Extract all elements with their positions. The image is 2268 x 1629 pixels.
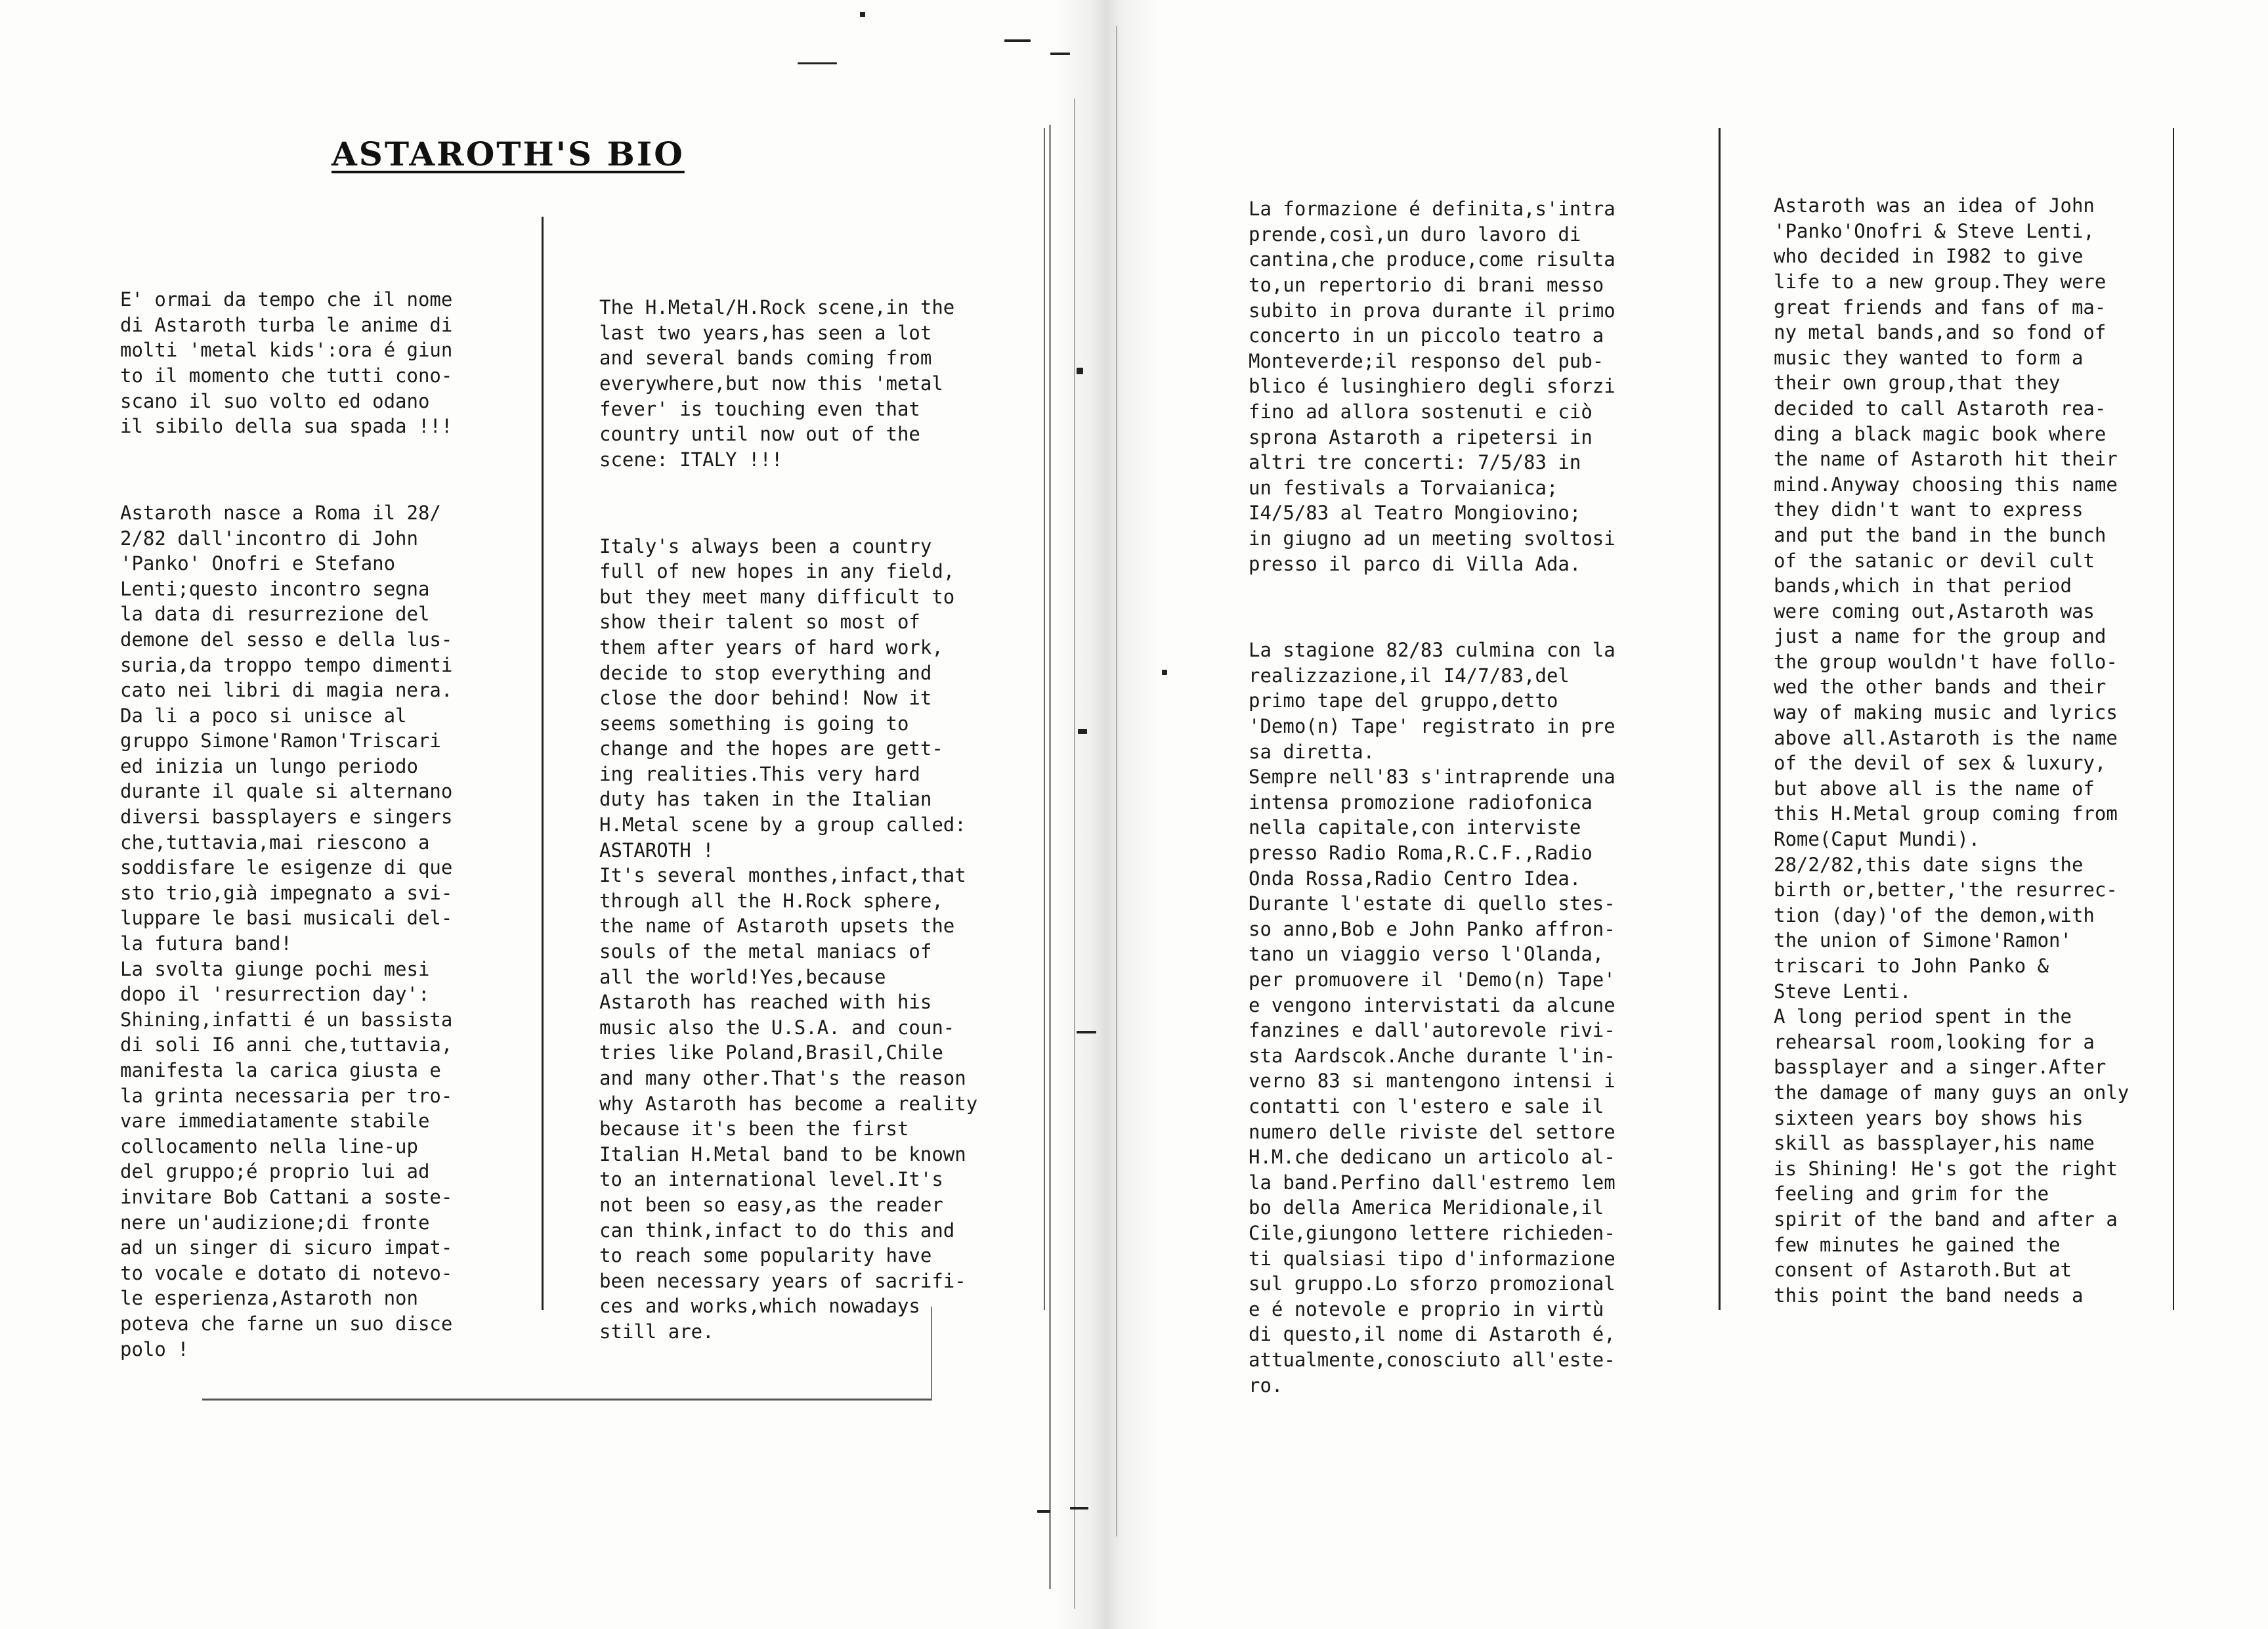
english-bio-continued-column <box>1774 142 2129 1370</box>
scan-speck <box>1077 368 1083 374</box>
scan-speck <box>1077 1031 1096 1033</box>
paragraph: La stagione 82/83 culmina con la realizzazione,il I4/7/83,del primo tape del gruppo,detto 'Demo(n) Tape' registrato in pre sa diretta. Sempre nell'83 s'intraprende una intensa promozione radiofonica nella capitale,con interviste presso Radio Roma,R.C.F.,Radio Onda Rossa,Radio Centro Idea. Durante l'estate di quello stes- so anno,Bob e John Panko affron- tano un viaggio verso l'Olanda, per promuovere il 'Demo(n) Tape' e vengono intervistati da alcune fanzines e dall'autorevole rivi- sta Aardscok.Anche durante l'in- verno 83 si mantengono intensi i contatti con l'estero e sale il numero delle riviste del settore H.M.che dedicano un articolo al- la band.Perfino dall'estremo lem bo della America Meridionale,il Cile,giungono lettere richieden- ti qualsiasi tipo d'informazione sul gruppo.Lo sforzo promozional e é notevole e proprio in virtù di questo,il nome di Astaroth é, attualmente,conosciuto all'este- ro. <box>1249 639 1615 1397</box>
column-divider <box>2173 128 2174 1310</box>
paragraph: Astaroth was an idea of John 'Panko'Onofri & Steve Lenti, who decided in I982 to give life to a new group.They were great friends and fans of ma- ny metal bands,and so fond of music they wanted to form a their own group,that they decided to call Astaroth rea- ding a black magic book where the name of Astaroth hit their mind.Anyway choosing this name they didn't want to express and put the band in the bunch of the satanic or devil cult bands,which in that period were coming out,Astaroth was just a name for the group and the group wouldn't have follo- wed the other bands and their way of making music and lyrics above all.Astaroth is the name of the devil of sex & luxury, but above all is the name of this H.Metal group coming from Rome(Caput Mundi). 28/2/82,this date signs the birth or,better,'the resurrec- tion (day)'of the demon,with the union of Simone'Ramon' triscari to John Panko & Steve Lenti. A long period spent in the rehearsal room,looking for a bassplayer and a singer.After the damage of many guys an only sixteen years boy shows his skill as bassplayer,his name is Shining! He's got the right feeling and grim for the spirit of the band and after a few minutes he gained the consent of Astaroth.But at this point the band needs a <box>1774 194 2129 1307</box>
page-fold-shadow <box>1054 0 1159 1629</box>
paragraph: La formazione é definita,s'intra prende,così,un duro lavoro di cantina,che produce,come risulta to,un repertorio di brani messo subito in prova durante il primo concerto in un piccolo teatro a Monteverde;il responso del pub- blico é lusinghiero degli sforzi fino ad allora sostenuti e ciò sprona Astaroth a ripetersi in altri tre concerti: 7/5/83 in un festivals a Torvaianica; I4/5/83 al Teatro Mongiovino; in giugno ad un meeting svoltosi presso il parco di Villa Ada. <box>1249 198 1615 575</box>
paragraph: Astaroth nasce a Roma il 28/ 2/82 dall'incontro di John 'Panko' Onofri e Stefano Lenti;questo incontro segna la data di resurrezione del demone del sesso e della lus- suria,da troppo tempo dimenti cato nei libri di magia nera. Da li a poco si unisce al gruppo Simone'Ramon'Triscari ed inizia un lungo periodo durante il quale si alternano diversi bassplayers e singers che,tuttavia,mai riescono a soddisfare le esigenze di que sto trio,già impegnato a svi- luppare le basi musicali del- la futura band! La svolta giunge pochi mesi dopo il 'resurrection day': Shining,infatti é un bassista di soli I6 anni che,tuttavia, manifesta la carica giusta e la grinta necessaria per tro- vare immediatamente stabile collocamento nella line-up del gruppo;é proprio lui ad invitare Bob Cattani a soste- nere un'audizione;di fronte ad un singer di sicuro impat- to vocale e dotato di notevo- le esperienza,Astaroth non poteva che farne un suo disce polo ! <box>120 501 453 1360</box>
paragraph: The H.Metal/H.Rock scene,in the last two years,has seen a lot and several bands coming from everywhere,but now this 'metal fever' is touching even that country until now out of the scene: ITALY !!! <box>599 296 955 471</box>
scan-speck <box>1162 670 1167 675</box>
scan-speck <box>1050 53 1070 55</box>
fold-crease <box>1116 26 1117 1536</box>
scan-speck <box>798 62 837 64</box>
column-divider <box>1044 128 1045 1310</box>
fold-crease <box>1049 125 1051 1589</box>
paragraph: E' ormai da tempo che il nome di Astaroth turba le anime di molti 'metal kids':ora é giun to il momento che tutti cono- scano il suo volto ed odano il sibilo della sua spada !!! <box>120 288 453 438</box>
paragraph: Italy's always been a country full of new hopes in any field, but they meet many difficult to show their talent so most of them after years of hard work, decide to stop everything and close the door behind! Now it seems something is going to change and the hopes are gett- ing realities.This very hard duty has taken in the Italian H.Metal scene by a group called: ASTAROTH ! It's several monthes,infact,that through all the H.Rock sphere, the name of Astaroth upsets the souls of the metal maniacs of all the world!Yes,because Astaroth has reached with his music also the U.S.A. and coun- tries like Poland,Brasil,Chile and many other.That's the reason why Astaroth has become a reality because it's been the first Italian H.Metal band to be known to an international level.It's not been so easy,as the reader can think,infact to do this and to reach some popularity have been necessary years of sacrifi- ces and works,which nowadays still are. <box>599 534 978 1343</box>
english-bio-column <box>599 244 977 1406</box>
italian-bio-column <box>120 236 452 1423</box>
column-divider <box>1719 128 1721 1310</box>
page-title: ASTAROTH'S BIO <box>332 135 685 173</box>
column-divider <box>542 217 544 1310</box>
scan-speck <box>860 12 865 17</box>
scan-speck <box>1037 1510 1050 1513</box>
scan-speck <box>1070 1507 1088 1510</box>
scan-speck <box>1004 39 1031 42</box>
italian-bio-continued-column <box>1249 146 1615 1459</box>
scan-speck <box>1078 729 1087 734</box>
pasted-paper-edge <box>202 1307 932 1401</box>
fold-crease <box>1074 98 1075 1609</box>
